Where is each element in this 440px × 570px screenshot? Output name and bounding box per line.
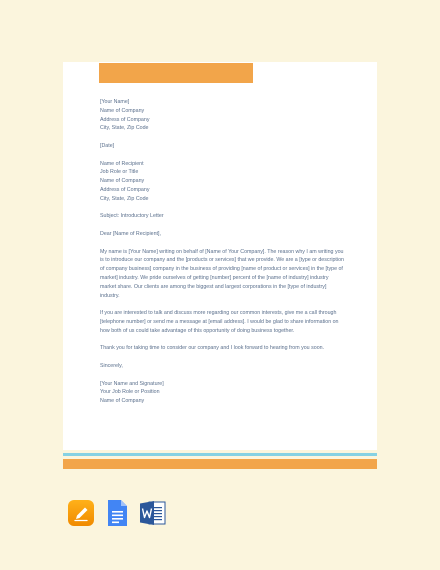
word-icon[interactable] bbox=[140, 500, 166, 526]
recipient-line: Name of Recipient bbox=[100, 160, 144, 167]
header-accent-bar bbox=[99, 63, 253, 83]
google-docs-icon[interactable] bbox=[104, 500, 130, 526]
letter-page bbox=[63, 62, 377, 450]
recipient-line: Address of Company bbox=[100, 186, 150, 193]
recipient-line: Job Role or Title bbox=[100, 169, 139, 176]
sender-line: Name of Company bbox=[100, 107, 145, 114]
sender-line: [Your Name] bbox=[100, 99, 130, 105]
recipient-line: City, State, Zip Code bbox=[100, 195, 149, 202]
letter-salutation: Dear [Name of Recipient], bbox=[100, 230, 161, 237]
sender-line: City, State, Zip Code bbox=[100, 125, 149, 132]
body-paragraph: My name is [Your Name] writing on behalf of [Name of Your Company]. The reason why I am writing you is to introduce our company and the [products or services] that we provide. We are a [type or description of company business] company in the business of providing [name of product or services] in the [type of market] industry. We pride ourselves of getting [number] percent of the [name of industry] industry market share. Our clients are among the biggest and largest corporations in the [type of industry] industry. bbox=[100, 248, 344, 299]
sender-block bbox=[100, 98, 344, 133]
pages-icon[interactable] bbox=[68, 500, 94, 526]
body-paragraph: If you are interested to talk and discuss more regarding our common interests, give me a call through [telephone number] or send me a message at [email address]. I would be glad to share information on how both of us could take advantage of this opportunity of doing business together. bbox=[100, 310, 339, 334]
recipient-block bbox=[100, 160, 344, 204]
sender-line: Address of Company bbox=[100, 116, 150, 123]
signature-line: [Your Name and Signature] bbox=[100, 380, 164, 387]
signature-line: Name of Company bbox=[100, 398, 145, 405]
footer-orange-stripe bbox=[63, 459, 377, 469]
app-icons bbox=[68, 500, 166, 526]
footer-blue-stripe bbox=[63, 453, 377, 456]
letter-closing: Sincerely, bbox=[100, 362, 123, 369]
letter-subject: Subject: Introductory Letter bbox=[100, 213, 164, 220]
letter-date: [Date] bbox=[100, 142, 115, 149]
body-paragraph: Thank you for taking time to consider our company and I look forward to hearing from you soon. bbox=[100, 345, 325, 352]
letter-content bbox=[100, 98, 344, 415]
signature-line: Your Job Role or Position bbox=[100, 389, 160, 396]
signature-block bbox=[100, 380, 344, 406]
recipient-line: Name of Company bbox=[100, 178, 145, 185]
